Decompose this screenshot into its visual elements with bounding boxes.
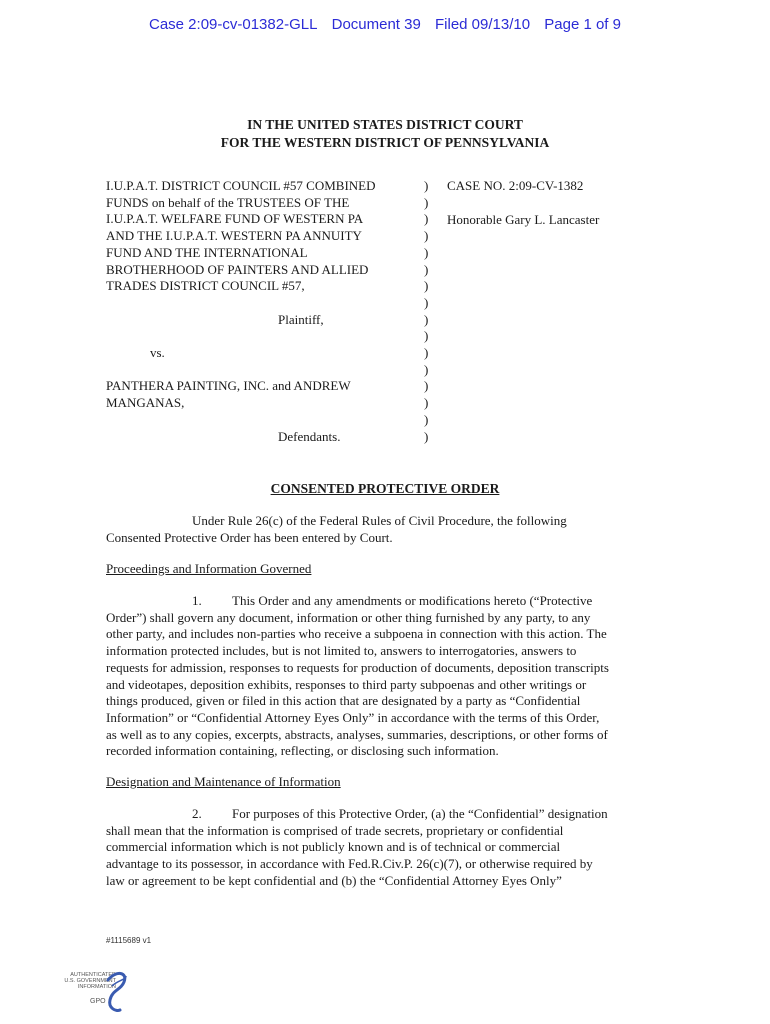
gpo-label: GPO <box>90 998 106 1005</box>
page-indicator: Page 1 of 9 <box>544 16 621 33</box>
case-no: CASE NO. 2:09-CV-1382 <box>447 178 584 193</box>
filed-date: Filed 09/13/10 <box>435 16 531 33</box>
intro-line: Under Rule 26(c) of the Federal Rules of Civil Procedure, the following <box>192 513 567 528</box>
gpo-seal-text: AUTHENTICATED U.S. GOVERNMENT INFORMATION <box>64 972 116 990</box>
paragraph-line: recorded information containing, reflecting, or disclosing such information. <box>106 743 499 759</box>
case-number: Case 2:09-cv-01382-GLL <box>149 16 318 33</box>
paragraph-line: law or agreement to be kept confidential and (b) the “Confidential Attorney Eyes Only” <box>106 872 562 888</box>
paragraph-line: things produced, given or filed in this action that are designated by a party as “Confidential <box>106 693 581 709</box>
court-line-2: FOR THE WESTERN DISTRICT OF PENNSYLVANIA <box>220 135 550 150</box>
section-heading-designation: Designation and Maintenance of Information <box>106 774 341 789</box>
defendant-line: PANTHERA PAINTING, INC. and ANDREW <box>106 378 351 394</box>
plaintiff-line: FUNDS on behalf of the TRUSTEES OF THE <box>106 194 350 210</box>
order-title: CONSENTED PROTECTIVE ORDER <box>270 481 500 496</box>
paragraph-line: For purposes of this Protective Order, (a) the “Confidential” designation <box>232 806 608 821</box>
gpo-authentication-seal <box>46 966 136 1018</box>
paragraph-number: 1. <box>192 593 202 608</box>
eagle-icon <box>46 966 136 1018</box>
plaintiff-line: BROTHERHOOD OF PAINTERS AND ALLIED <box>106 261 369 277</box>
judge-name: Honorable Gary L. Lancaster <box>447 211 600 227</box>
intro-line: Consented Protective Order has been entered by Court. <box>106 529 393 545</box>
paragraph-line: other party, and includes non-parties who receive a subpoena in connection with this action. The <box>106 626 607 642</box>
paragraph-line: information protected includes, but is not limited to, answers to interrogatories, answers to <box>106 643 577 659</box>
paragraph-line: This Order and any amendments or modifications hereto (“Protective <box>232 593 593 608</box>
plaintiff-line: TRADES DISTRICT COUNCIL #57, <box>106 278 305 294</box>
versus-label: vs. <box>150 345 165 361</box>
document-number: Document 39 <box>331 16 421 33</box>
paragraph-line: as well as to any copies, excerpts, abstracts, analyses, summaries, descriptions, or other forms of <box>106 726 608 742</box>
paragraph-line: shall mean that the information is comprised of trade secrets, proprietary or confidential <box>106 822 564 838</box>
court-line-1: IN THE UNITED STATES DISTRICT COURT <box>247 117 523 132</box>
plaintiff-line: I.U.P.A.T. WELFARE FUND OF WESTERN PA <box>106 211 364 227</box>
section-heading-proceedings: Proceedings and Information Governed <box>106 561 312 576</box>
plaintiff-label: Plaintiff, <box>278 311 324 327</box>
caption-parentheses: ) ) ) ) ) ) ) ) ) ) ) ) ) ) ) ) <box>424 178 429 444</box>
paragraph-line: commercial information which is not publicly known and is of technical or commercial <box>106 839 561 855</box>
plaintiff-line: AND THE I.U.P.A.T. WESTERN PA ANNUITY <box>106 228 362 244</box>
paragraph-line: and videotapes, deposition exhibits, responses to third party subpoenas and other writings or <box>106 676 587 692</box>
document-id: #1115689 v1 <box>106 936 152 945</box>
case-caption-details <box>447 178 599 245</box>
paragraph-1 <box>106 593 656 760</box>
paragraph-line: requests for admission, responses to requests for production of documents, deposition transcripts <box>106 659 609 675</box>
plaintiff-line: I.U.P.A.T. DISTRICT COUNCIL #57 COMBINED <box>106 178 376 193</box>
court-heading <box>0 116 770 152</box>
paragraph-2 <box>106 806 656 890</box>
plaintiff-line: FUND AND THE INTERNATIONAL <box>106 244 308 260</box>
case-caption-parties <box>106 178 418 445</box>
intro-paragraph <box>106 513 656 546</box>
paragraph-number: 2. <box>192 806 202 821</box>
defendant-label: Defendants. <box>278 428 341 444</box>
filing-header <box>0 16 770 33</box>
paragraph-line: Order”) shall govern any document, information or other thing furnished by any party, to any <box>106 609 591 625</box>
paragraph-line: Information” or “Confidential Attorney Eyes Only” in accordance with the terms of this Order, <box>106 709 600 725</box>
defendant-line: MANGANAS, <box>106 395 185 411</box>
paragraph-line: advantage to its possessor, in accordance with Fed.R.Civ.P. 26(c)(7), or otherwise required by <box>106 856 593 872</box>
